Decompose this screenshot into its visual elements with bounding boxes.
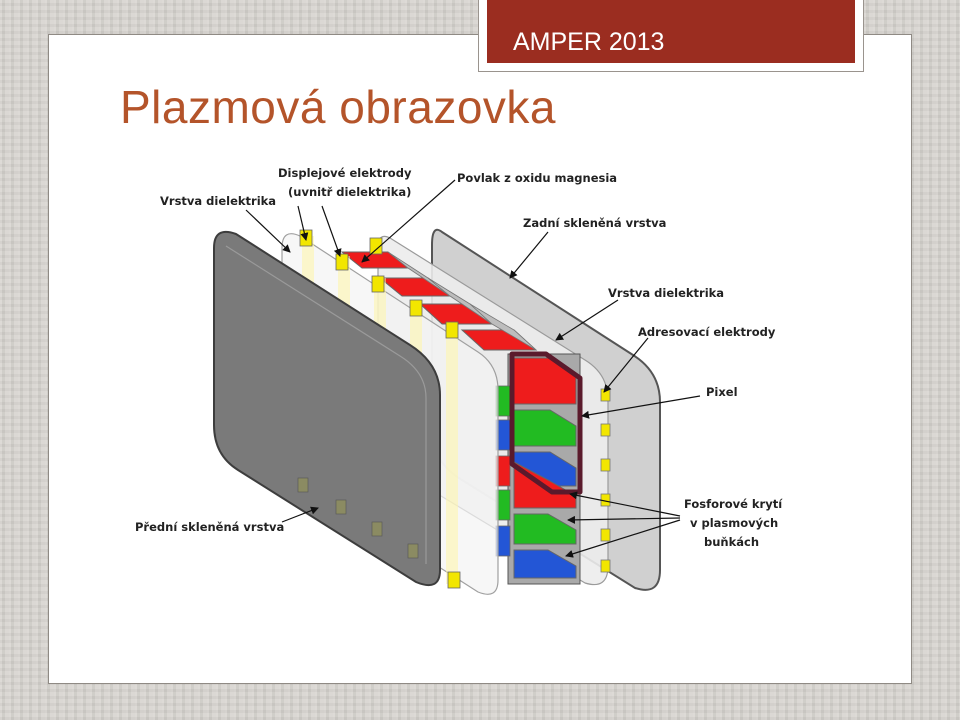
electrode-mark	[336, 500, 346, 514]
display-electrode-tab	[446, 322, 458, 338]
display-electrode-tab	[336, 254, 348, 270]
label-zadni-sklenena: Zadní skleněná vrstva	[523, 216, 667, 230]
label-vrstva-dielektrika-front: Vrstva dielektrika	[160, 194, 277, 208]
label-adresovaci: Adresovací elektrody	[638, 325, 776, 339]
electrode-mark	[408, 544, 418, 558]
address-electrode	[601, 560, 610, 572]
header-banner-text: AMPER 2013	[487, 0, 855, 63]
display-electrode-strip	[446, 322, 458, 584]
label-vrstva-dielektrika-back: Vrstva dielektrika	[608, 286, 725, 300]
display-electrode-tab	[448, 572, 460, 588]
leader-line	[322, 206, 340, 256]
address-electrode	[601, 529, 610, 541]
address-electrode	[601, 459, 610, 471]
display-electrode-tab	[410, 300, 422, 316]
address-electrode	[601, 424, 610, 436]
label-predni-sklenena: Přední skleněná vrstva	[135, 520, 285, 534]
label-fosforove-3: buňkách	[704, 535, 760, 549]
label-displejove-elektrody: Displejové elektrody	[278, 166, 412, 180]
electrode-mark	[372, 522, 382, 536]
leader-line	[510, 232, 548, 278]
label-povlak: Povlak z oxidu magnesia	[457, 171, 618, 185]
label-pixel: Pixel	[706, 385, 738, 399]
display-electrode-tab	[372, 276, 384, 292]
slide-title: Plazmová obrazovka	[120, 81, 556, 133]
label-fosforove: Fosforové krytí	[684, 497, 783, 511]
label-fosforove-2: v plasmových	[690, 516, 779, 530]
electrode-mark	[298, 478, 308, 492]
label-displejove-elektrody-sub: (uvnitř dielektrika)	[288, 185, 412, 199]
